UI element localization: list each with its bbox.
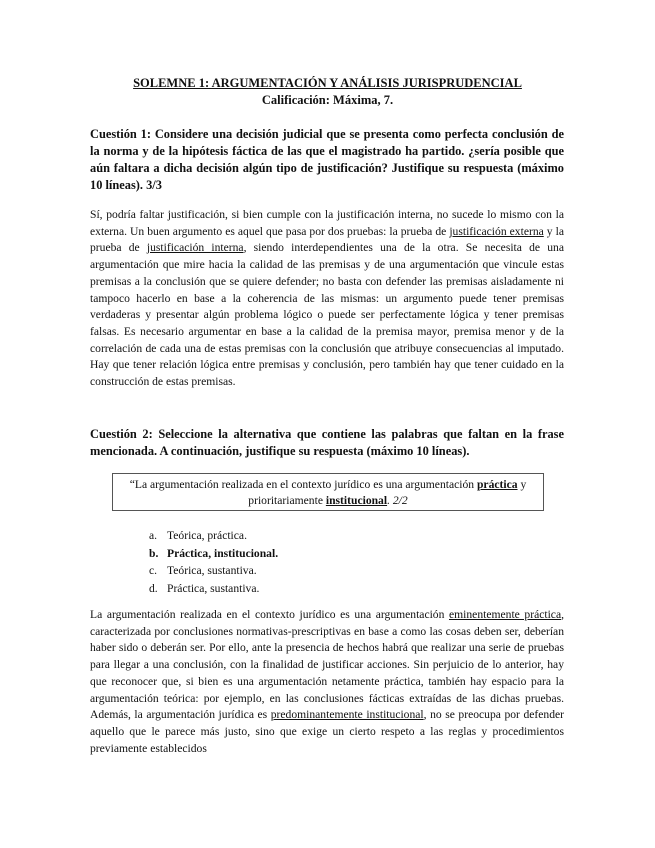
option-letter: a. xyxy=(149,529,158,542)
quote-word-institucional: institucional xyxy=(325,494,388,507)
option-letter: d. xyxy=(149,581,158,595)
option-d xyxy=(149,580,278,598)
answer-1 xyxy=(90,207,564,391)
answer-1-underline-internal: justificación interna xyxy=(146,241,244,255)
option-text: Práctica, sustantiva. xyxy=(167,581,260,595)
quote-text: y prioritariamente xyxy=(248,478,527,507)
answer-2-underline-institucional: predominantemente institucional xyxy=(270,708,424,722)
answer-1-text: Sí, podría faltar justificación, si bien cumple con la justificación interna, no sucede lo mismo con la externa. Un buen argumento es aquel que pasa por dos pruebas: la prueba de xyxy=(90,208,564,238)
answer-2-underline-practica: eminentemente práctica xyxy=(449,608,562,621)
answer-2-text: , no se preocupa por defender aquello que le parece más justo, sino que exige un cierto respeto a las reglas y procedimientos previamente establecidos xyxy=(90,708,564,755)
answer-1-text: , siendo interdependientes una de la otra. Se necesita de una argumentación que mire hacia la calidad de las premisas y de una argumentación que vincule estas premisas a la conclusión que se quiere defender; no basta con defender las premisas aisladamente ni tampoco hacerlo en base a la coherencia de las mismas: un argumento puede tener premisas verdaderas y presentar algún problema lógico o puede ser perfectamente lógica y tener premisas falsas. Es necesario argumentar en base a la calidad de la premisa mayor, premisa menor y de la correlación de cada una de estas premisas con la conclusión que atribuye consecuencias al imputado. Hay que tener relación lógica entre premisas y conclusión, pero también hay que tener cuidado en la construcción de estas premisas. xyxy=(90,241,564,389)
option-c xyxy=(149,562,278,580)
document-title: SOLEMNE 1: ARGUMENTACIÓN Y ANÁLISIS JURISPRUDENCIAL xyxy=(133,76,522,90)
option-text: Teórica, práctica. xyxy=(167,529,247,542)
quote-score: . 2/2 xyxy=(387,494,408,507)
answer-2-text: La argumentación realizada en el contexto jurídico es una argumentación xyxy=(90,608,449,621)
grade-line: Calificación: Máxima, 7. xyxy=(261,93,394,107)
quote-text: “La argumentación realizada en el contexto jurídico es una argumentación xyxy=(129,478,477,491)
answer-2-text: , caracterizada por conclusiones normativas-prescriptivas en base a como las cosas deben ser, deberían haber sido o deberán ser. Por ello, ante la presencia de hechos habrá que realizar una serie de pruebas para llegar a una conclusión, con la finalidad de justificar acciones. Sin perjuicio de lo anterior, hay que reconocer que, si bien es una argumentación netamente práctica, también hay espacio para la argumentación teórica: por ejemplo, en las conclusiones fácticas extraídas de las dichas pruebas. Además, la argumentación jurídica es xyxy=(90,608,564,722)
question-2: Cuestión 2: Seleccione la alternativa que contiene las palabras que faltan en la frase mencionada. A continuación, justifique su respuesta (máximo 10 líneas). xyxy=(90,427,564,458)
option-letter: b. xyxy=(149,546,159,560)
question-1: Cuestión 1: Considere una decisión judicial que se presenta como perfecta conclusión de la norma y de la hipótesis fáctica de las que el magistrado ha partido. ¿sería posible que aún faltara a dicha decisión algún tipo de justificación? Justifique su respuesta (máximo 10 líneas). 3/3 xyxy=(90,127,564,192)
answer-1-underline-external: justificación externa xyxy=(449,224,544,238)
option-letter: c. xyxy=(149,564,158,577)
answer-1-text: y la prueba de xyxy=(90,224,564,255)
option-text: Práctica, institucional. xyxy=(167,546,279,560)
answer-2 xyxy=(90,607,564,757)
option-a xyxy=(149,527,278,545)
quote-word-practica: práctica xyxy=(476,478,518,491)
quote-box xyxy=(112,473,544,511)
options-list xyxy=(149,527,278,597)
option-text: Teórica, sustantiva. xyxy=(167,564,257,577)
option-b-selected xyxy=(149,545,278,563)
